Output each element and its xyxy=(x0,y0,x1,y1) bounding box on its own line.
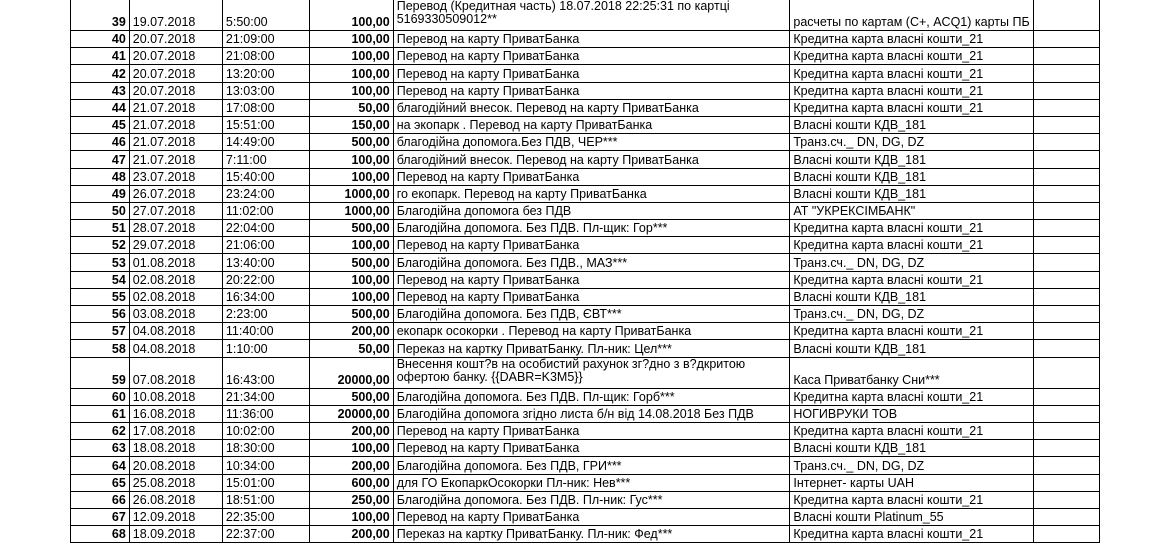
purpose-cell: Благодійна допомога. Без ПДВ. Пл-щик: Горб*** xyxy=(393,388,790,405)
time-cell: 16:43:00 xyxy=(222,357,309,388)
time-cell: 11:40:00 xyxy=(222,323,309,340)
row-number-cell: 43 xyxy=(71,82,130,99)
time-cell: 5:50:00 xyxy=(222,0,309,31)
account-cell: Кредитна карта власні кошти_21 xyxy=(790,491,1033,508)
account-cell: Кредитна карта власні кошти_21 xyxy=(790,82,1033,99)
empty-cell xyxy=(1033,457,1099,474)
date-cell: 28.07.2018 xyxy=(129,220,222,237)
row-number-cell: 51 xyxy=(71,220,130,237)
purpose-cell: Благодійна допомога. Без ПДВ., МАЗ*** xyxy=(393,254,790,271)
time-cell: 18:30:00 xyxy=(222,440,309,457)
time-cell: 11:02:00 xyxy=(222,202,309,219)
date-cell: 01.08.2018 xyxy=(129,254,222,271)
time-cell: 15:40:00 xyxy=(222,168,309,185)
table-row xyxy=(71,116,1100,133)
empty-cell xyxy=(1033,254,1099,271)
table-row xyxy=(71,491,1100,508)
amount-cell: 1000,00 xyxy=(309,185,393,202)
empty-cell xyxy=(1033,220,1099,237)
time-cell: 20:22:00 xyxy=(222,271,309,288)
row-number-cell: 59 xyxy=(71,357,130,388)
purpose-cell: Перевод на карту ПриватБанка xyxy=(393,168,790,185)
table-row xyxy=(71,134,1100,151)
amount-cell: 200,00 xyxy=(309,422,393,439)
amount-cell: 100,00 xyxy=(309,31,393,48)
time-cell: 21:09:00 xyxy=(222,31,309,48)
date-cell: 21.07.2018 xyxy=(129,151,222,168)
time-cell: 21:06:00 xyxy=(222,237,309,254)
time-cell: 10:02:00 xyxy=(222,422,309,439)
empty-cell xyxy=(1033,357,1099,388)
table-row xyxy=(71,306,1100,323)
empty-cell xyxy=(1033,271,1099,288)
row-number-cell: 50 xyxy=(71,202,130,219)
row-number-cell: 45 xyxy=(71,116,130,133)
row-number-cell: 41 xyxy=(71,48,130,65)
account-cell: Транз.сч._ DN, DG, DZ xyxy=(790,457,1033,474)
purpose-cell: Перевод (Кредитная часть) 18.07.2018 22:25:31 по картці 5169330509012** xyxy=(393,0,790,31)
ledger-sheet xyxy=(70,0,1100,550)
empty-cell xyxy=(1033,508,1099,525)
date-cell: 20.07.2018 xyxy=(129,82,222,99)
table-row xyxy=(71,254,1100,271)
amount-cell: 100,00 xyxy=(309,508,393,525)
time-cell: 15:01:00 xyxy=(222,474,309,491)
account-cell: Власні кошти КДВ_181 xyxy=(790,440,1033,457)
purpose-cell: Перевод на карту ПриватБанка xyxy=(393,271,790,288)
date-cell: 12.09.2018 xyxy=(129,508,222,525)
row-number-cell: 64 xyxy=(71,457,130,474)
amount-cell: 100,00 xyxy=(309,440,393,457)
table-row xyxy=(71,422,1100,439)
purpose-cell: Внесення кошт?в на особистий рахунок зг?дно з в?дкритою офертою банку. {{DABR=K3M5}} xyxy=(393,357,790,388)
amount-cell: 100,00 xyxy=(309,168,393,185)
time-cell: 11:36:00 xyxy=(222,405,309,422)
row-number-cell: 40 xyxy=(71,31,130,48)
time-cell: 13:03:00 xyxy=(222,82,309,99)
table-row xyxy=(71,99,1100,116)
purpose-cell: благодійна допомога.Без ПДВ, ЧЕР*** xyxy=(393,134,790,151)
table-row xyxy=(71,168,1100,185)
amount-cell: 500,00 xyxy=(309,388,393,405)
account-cell: Транз.сч._ DN, DG, DZ xyxy=(790,306,1033,323)
table-row xyxy=(71,48,1100,65)
account-cell: Кредитна карта власні кошти_21 xyxy=(790,388,1033,405)
amount-cell: 100,00 xyxy=(309,271,393,288)
amount-cell: 500,00 xyxy=(309,254,393,271)
empty-cell xyxy=(1033,474,1099,491)
empty-cell xyxy=(1033,491,1099,508)
date-cell: 23.07.2018 xyxy=(129,168,222,185)
purpose-cell: Благодійна допомога згідно листа б/н від 14.08.2018 Без ПДВ xyxy=(393,405,790,422)
table-row xyxy=(71,357,1100,388)
account-cell: Кредитна карта власні кошти_21 xyxy=(790,271,1033,288)
row-number-cell: 65 xyxy=(71,474,130,491)
account-cell: Кредитна карта власні кошти_21 xyxy=(790,220,1033,237)
amount-cell: 50,00 xyxy=(309,340,393,357)
amount-cell: 100,00 xyxy=(309,151,393,168)
purpose-cell: Благодійна допомога. Без ПДВ, ГРИ*** xyxy=(393,457,790,474)
purpose-cell: на экопарк . Перевод на карту ПриватБанка xyxy=(393,116,790,133)
account-cell: Кредитна карта власні кошти_21 xyxy=(790,48,1033,65)
date-cell: 07.08.2018 xyxy=(129,357,222,388)
row-number-cell: 42 xyxy=(71,65,130,82)
table-row xyxy=(71,508,1100,525)
table-row xyxy=(71,526,1100,543)
purpose-cell: екопарк осокорки . Перевод на карту ПриватБанка xyxy=(393,323,790,340)
account-cell: Власні кошти КДВ_181 xyxy=(790,340,1033,357)
purpose-cell: благодійний внесок. Перевод на карту ПриватБанка xyxy=(393,99,790,116)
date-cell: 21.07.2018 xyxy=(129,134,222,151)
date-cell: 20.07.2018 xyxy=(129,31,222,48)
row-number-cell: 57 xyxy=(71,323,130,340)
time-cell: 21:34:00 xyxy=(222,388,309,405)
date-cell: 27.07.2018 xyxy=(129,202,222,219)
amount-cell: 20000,00 xyxy=(309,405,393,422)
time-cell: 10:34:00 xyxy=(222,457,309,474)
amount-cell: 100,00 xyxy=(309,65,393,82)
purpose-cell: Благодійна допомога. Без ПДВ. Пл-ник: Гус*** xyxy=(393,491,790,508)
table-row xyxy=(71,151,1100,168)
amount-cell: 20000,00 xyxy=(309,357,393,388)
account-cell: Транз.сч._ DN, DG, DZ xyxy=(790,254,1033,271)
row-number-cell: 60 xyxy=(71,388,130,405)
amount-cell: 200,00 xyxy=(309,526,393,543)
row-number-cell: 67 xyxy=(71,508,130,525)
date-cell: 03.08.2018 xyxy=(129,306,222,323)
empty-cell xyxy=(1033,288,1099,305)
time-cell: 16:34:00 xyxy=(222,288,309,305)
amount-cell: 500,00 xyxy=(309,306,393,323)
date-cell: 02.08.2018 xyxy=(129,288,222,305)
amount-cell: 200,00 xyxy=(309,323,393,340)
row-number-cell: 53 xyxy=(71,254,130,271)
row-number-cell: 44 xyxy=(71,99,130,116)
account-cell: Кредитна карта власні кошти_21 xyxy=(790,422,1033,439)
amount-cell: 100,00 xyxy=(309,82,393,99)
date-cell: 26.07.2018 xyxy=(129,185,222,202)
date-cell: 02.08.2018 xyxy=(129,271,222,288)
account-cell: Інтернет- карты UAH xyxy=(790,474,1033,491)
date-cell: 21.07.2018 xyxy=(129,99,222,116)
table-row xyxy=(71,82,1100,99)
date-cell: 19.07.2018 xyxy=(129,0,222,31)
account-cell: Кредитна карта власні кошти_21 xyxy=(790,323,1033,340)
purpose-cell: Перевод на карту ПриватБанка xyxy=(393,65,790,82)
row-number-cell: 55 xyxy=(71,288,130,305)
date-cell: 04.08.2018 xyxy=(129,340,222,357)
empty-cell xyxy=(1033,99,1099,116)
row-number-cell: 54 xyxy=(71,271,130,288)
empty-cell xyxy=(1033,31,1099,48)
table-row xyxy=(71,288,1100,305)
empty-cell xyxy=(1033,65,1099,82)
table-row xyxy=(71,31,1100,48)
purpose-cell: Переказ на картку ПриватБанку. Пл-ник: Цел*** xyxy=(393,340,790,357)
empty-cell xyxy=(1033,405,1099,422)
time-cell: 15:51:00 xyxy=(222,116,309,133)
row-number-cell: 52 xyxy=(71,237,130,254)
table-row xyxy=(71,185,1100,202)
date-cell: 20.08.2018 xyxy=(129,457,222,474)
row-number-cell: 46 xyxy=(71,134,130,151)
purpose-cell: Перевод на карту ПриватБанка xyxy=(393,82,790,99)
account-cell: Власні кошти КДВ_181 xyxy=(790,116,1033,133)
date-cell: 20.07.2018 xyxy=(129,65,222,82)
row-number-cell: 66 xyxy=(71,491,130,508)
table-row xyxy=(71,323,1100,340)
row-number-cell: 39 xyxy=(71,0,130,31)
empty-cell xyxy=(1033,82,1099,99)
date-cell: 20.07.2018 xyxy=(129,48,222,65)
account-cell: Власні кошти КДВ_181 xyxy=(790,151,1033,168)
purpose-cell: Благодійна допомога без ПДВ xyxy=(393,202,790,219)
time-cell: 13:40:00 xyxy=(222,254,309,271)
amount-cell: 500,00 xyxy=(309,220,393,237)
table-row xyxy=(71,65,1100,82)
time-cell: 21:08:00 xyxy=(222,48,309,65)
time-cell: 22:35:00 xyxy=(222,508,309,525)
date-cell: 18.08.2018 xyxy=(129,440,222,457)
date-cell: 17.08.2018 xyxy=(129,422,222,439)
purpose-cell: Перевод на карту ПриватБанка xyxy=(393,288,790,305)
table-row xyxy=(71,474,1100,491)
empty-cell xyxy=(1033,168,1099,185)
transactions-table-body xyxy=(71,0,1100,543)
purpose-cell: Перевод на карту ПриватБанка xyxy=(393,440,790,457)
amount-cell: 250,00 xyxy=(309,491,393,508)
row-number-cell: 61 xyxy=(71,405,130,422)
time-cell: 22:04:00 xyxy=(222,220,309,237)
empty-cell xyxy=(1033,237,1099,254)
table-row xyxy=(71,457,1100,474)
row-number-cell: 68 xyxy=(71,526,130,543)
table-row xyxy=(71,440,1100,457)
table-row xyxy=(71,0,1100,31)
purpose-cell: Перевод на карту ПриватБанка xyxy=(393,422,790,439)
empty-cell xyxy=(1033,422,1099,439)
empty-cell xyxy=(1033,340,1099,357)
account-cell: Кредитна карта власні кошти_21 xyxy=(790,237,1033,254)
transactions-table xyxy=(70,0,1100,543)
amount-cell: 500,00 xyxy=(309,134,393,151)
row-number-cell: 63 xyxy=(71,440,130,457)
table-row xyxy=(71,340,1100,357)
table-row xyxy=(71,220,1100,237)
empty-cell xyxy=(1033,388,1099,405)
table-row xyxy=(71,202,1100,219)
row-number-cell: 47 xyxy=(71,151,130,168)
account-cell: АТ "УКРЕКСІМБАНК" xyxy=(790,202,1033,219)
time-cell: 13:20:00 xyxy=(222,65,309,82)
amount-cell: 50,00 xyxy=(309,99,393,116)
account-cell: Власні кошти КДВ_181 xyxy=(790,185,1033,202)
account-cell: расчеты по картам (С+, ACQ1) карты ПБ xyxy=(790,0,1033,31)
purpose-cell: Благодійна допомога. Без ПДВ. Пл-щик: Гор*** xyxy=(393,220,790,237)
empty-cell xyxy=(1033,185,1099,202)
time-cell: 7:11:00 xyxy=(222,151,309,168)
time-cell: 14:49:00 xyxy=(222,134,309,151)
account-cell: Транз.сч._ DN, DG, DZ xyxy=(790,134,1033,151)
date-cell: 29.07.2018 xyxy=(129,237,222,254)
account-cell: Власні кошти КДВ_181 xyxy=(790,288,1033,305)
account-cell: Кредитна карта власні кошти_21 xyxy=(790,65,1033,82)
table-row xyxy=(71,237,1100,254)
purpose-cell: Перевод на карту ПриватБанка xyxy=(393,508,790,525)
date-cell: 16.08.2018 xyxy=(129,405,222,422)
date-cell: 25.08.2018 xyxy=(129,474,222,491)
amount-cell: 200,00 xyxy=(309,457,393,474)
table-row xyxy=(71,388,1100,405)
table-row xyxy=(71,405,1100,422)
amount-cell: 150,00 xyxy=(309,116,393,133)
row-number-cell: 62 xyxy=(71,422,130,439)
account-cell: Каса Приватбанку Сни*** xyxy=(790,357,1033,388)
account-cell: Власні кошти Platinum_55 xyxy=(790,508,1033,525)
row-number-cell: 48 xyxy=(71,168,130,185)
table-row xyxy=(71,271,1100,288)
account-cell: Власні кошти КДВ_181 xyxy=(790,168,1033,185)
account-cell: Кредитна карта власні кошти_21 xyxy=(790,31,1033,48)
time-cell: 1:10:00 xyxy=(222,340,309,357)
account-cell: Кредитна карта власні кошти_21 xyxy=(790,99,1033,116)
purpose-cell: Перевод на карту ПриватБанка xyxy=(393,31,790,48)
empty-cell xyxy=(1033,306,1099,323)
amount-cell: 1000,00 xyxy=(309,202,393,219)
purpose-cell: го екопарк. Перевод на карту ПриватБанка xyxy=(393,185,790,202)
date-cell: 21.07.2018 xyxy=(129,116,222,133)
date-cell: 26.08.2018 xyxy=(129,491,222,508)
purpose-cell: благодійний внесок. Перевод на карту ПриватБанка xyxy=(393,151,790,168)
empty-cell xyxy=(1033,202,1099,219)
row-number-cell: 56 xyxy=(71,306,130,323)
account-cell: Кредитна карта власні кошти_21 xyxy=(790,526,1033,543)
time-cell: 23:24:00 xyxy=(222,185,309,202)
time-cell: 22:37:00 xyxy=(222,526,309,543)
time-cell: 17:08:00 xyxy=(222,99,309,116)
purpose-cell: Переказ на картку ПриватБанку. Пл-ник: Фед*** xyxy=(393,526,790,543)
time-cell: 2:23:00 xyxy=(222,306,309,323)
amount-cell: 100,00 xyxy=(309,0,393,31)
date-cell: 18.09.2018 xyxy=(129,526,222,543)
purpose-cell: Благодійна допомога. Без ПДВ, ЄВТ*** xyxy=(393,306,790,323)
amount-cell: 100,00 xyxy=(309,48,393,65)
amount-cell: 600,00 xyxy=(309,474,393,491)
amount-cell: 100,00 xyxy=(309,237,393,254)
row-number-cell: 49 xyxy=(71,185,130,202)
empty-cell xyxy=(1033,440,1099,457)
amount-cell: 100,00 xyxy=(309,288,393,305)
empty-cell xyxy=(1033,526,1099,543)
empty-cell xyxy=(1033,151,1099,168)
empty-cell xyxy=(1033,116,1099,133)
empty-cell xyxy=(1033,323,1099,340)
time-cell: 18:51:00 xyxy=(222,491,309,508)
date-cell: 04.08.2018 xyxy=(129,323,222,340)
row-number-cell: 58 xyxy=(71,340,130,357)
purpose-cell: Перевод на карту ПриватБанка xyxy=(393,48,790,65)
account-cell: НОГИВРУКИ ТОВ xyxy=(790,405,1033,422)
date-cell: 10.08.2018 xyxy=(129,388,222,405)
empty-cell xyxy=(1033,134,1099,151)
purpose-cell: для ГО ЕкопаркОсокорки Пл-ник: Нев*** xyxy=(393,474,790,491)
empty-cell xyxy=(1033,48,1099,65)
empty-cell xyxy=(1033,0,1099,31)
purpose-cell: Перевод на карту ПриватБанка xyxy=(393,237,790,254)
